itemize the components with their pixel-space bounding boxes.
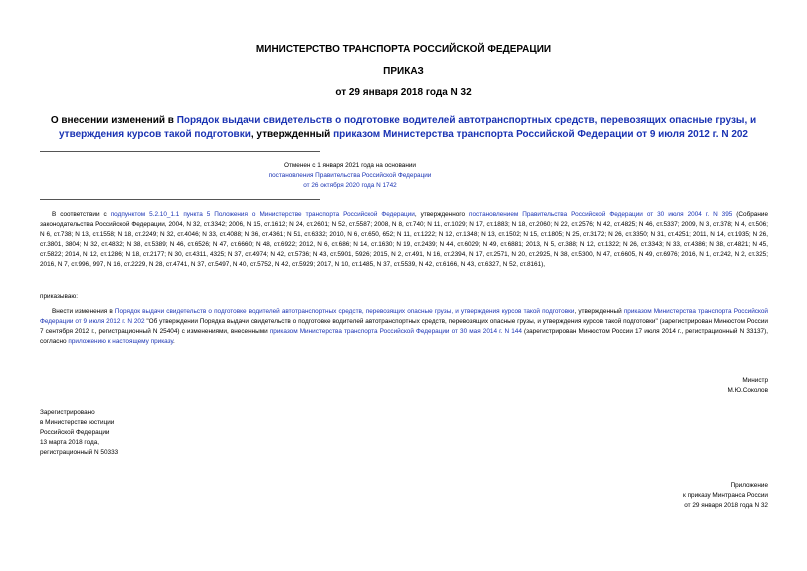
- registration-line: Российской Федерации: [40, 429, 110, 436]
- basis-text: , утвержденного: [414, 211, 470, 218]
- order-link-appendix[interactable]: приложению к настоящему приказу: [68, 338, 174, 345]
- order-text: (зарегистрирован Минюстом России 7 сентября 2012 г., регистрационный N 25404) с изменениями, внесенными: [40, 318, 768, 335]
- order-text: , утвержденный: [574, 308, 624, 315]
- basis-text: В соответствии с: [52, 211, 111, 218]
- basis-text: (Собрание законодательства Российской Федерации, 2004, N 32, ст.3342; 2006, N 15, ст.1612; N 24, ст.2601; N 52, ст.5587; 2008, N 8, ст.740; N 11, ст.1029; N 17, ст.1883; N 18, ст.2060; N 22, ст.2576; N 42, ст.4825; N 46, ст.5337; 2009, N 3, ст.378; N 4, ст.506; N 6, ст.738; N 13, ст.1558; N 18, ст.2249; N 32, ст.4046; N 33, ст.4088; N 36, ст.4361; N 51, ст.6332; 2010, N 6, ст.650, 652; N 11, ст.1222; N 12, ст.1348; N 13, ст.1502; N 15, ст.1805; N 25, ст.3172; N 26, ст.3350; N 31, ст.4251; 2011, N 14, ст.1935; N 26, ст.3801, 3804; N 32, ст.4832; N 38, ст.5389; N 46, ст.6526; N 47, ст.6660; N 48, ст.6922; 2012, N 6, ст.686; N 14, ст.1630; N 19, ст.2439; N 44, ст.6029; N 49, ст.6881; 2013, N 5, ст.388; N 12, ст.1322; N 26, ст.3343; N 33, ст.4386; N 38, ст.4821; N 45, ст.5822; 2014, N 12, ст.1286; N 18, ст.2177; N 30, ст.4311, 4325; N 37, ст.4974; N 42, ст.5736; N 43, ст.5901, 5926; 2015, N 2, ст.491, N 16, ст.2394, N 17, ст.2571, N 20, ст.2925, N 38, ст.5300, N 47, ст.6605, N 49, ст.6976; 2016, N 1, ст.242, N 2, ст.325; 2016, N 7, ст.996, 997, N 16, ст.2229, N 28, ст.4741, N 37, ст.5497, N 40, ст.5752, N 42, ст.5929; 2017, N 10, ст.1485, N 37, ст.5539, N 42, ст.6166, N 43, ст.6327, N 52, ст.8161),: [40, 211, 769, 268]
- registration-line: 13 марта 2018 года,: [40, 439, 100, 446]
- repeal-link-date[interactable]: от 26 октября 2020 года N 1742: [303, 182, 397, 189]
- repeal-line: Отменен с 1 января 2021 года на основании: [283, 162, 416, 169]
- basis-link-regulation[interactable]: подпунктом 5.2.10_1.1 пункта 5 Положения о Министерстве транспорта Российской Федерации: [110, 211, 415, 218]
- document-title: [30, 114, 777, 142]
- appendix-line: Приложение: [730, 482, 768, 489]
- order-link-procedure[interactable]: Порядок выдачи свидетельств о подготовке водителей автотранспортных средств, перевозящих опасные грузы, и утверждения курсов такой подготовки: [114, 308, 575, 315]
- ministry-heading: МИНИСТЕРСТВО ТРАНСПОРТА РОССИЙСКОЙ ФЕДЕРАЦИИ: [255, 44, 552, 55]
- repeal-link-resolution[interactable]: постановления Правительства Российской Федерации: [268, 172, 432, 179]
- registration-line: Зарегистрировано: [40, 409, 95, 416]
- order-link-144[interactable]: приказом Министерства транспорта Российской Федерации от 30 мая 2014 г. N 144: [269, 328, 522, 335]
- divider-top: [40, 151, 320, 152]
- appendix-block: [683, 481, 768, 511]
- doc-type-heading: ПРИКАЗ: [383, 66, 424, 77]
- repeal-note: [190, 161, 510, 191]
- signature-name: М.Ю.Соколов: [727, 387, 768, 394]
- registration-block: [40, 408, 118, 458]
- registration-line: регистрационный N 50333: [40, 449, 119, 456]
- title-link-procedure[interactable]: Порядок выдачи свидетельств о подготовке водителей автотранспортных средств, перевозящих опасные грузы, и утверждения курсов такой подготовки: [58, 115, 757, 140]
- order-text: "Об утверждении Порядка выдачи свидетельств о подготовке водителей автотранспортных средств, перевозящих опасные грузы, и утверждения курсов такой подготовки": [144, 318, 658, 325]
- doc-date-number: от 29 января 2018 года N 32: [335, 87, 472, 98]
- basis-paragraph: [40, 210, 768, 270]
- title-middle: , утвержденный: [250, 129, 334, 140]
- appendix-line: к приказу Минтранса России: [683, 492, 768, 499]
- signature-position: Министр: [742, 377, 768, 384]
- title-link-order[interactable]: приказом Министерства транспорта Российской Федерации от 9 июля 2012 г. N 202: [333, 129, 748, 140]
- title-prefix: О внесении изменений в: [50, 115, 177, 126]
- basis-link-resolution[interactable]: постановлением Правительства Российской Федерации от 30 июля 2004 г. N 395: [469, 211, 733, 218]
- registration-line: в Министерстве юстиции: [40, 419, 115, 426]
- order-text: .: [173, 338, 175, 345]
- appendix-line: от 29 января 2018 года N 32: [684, 502, 768, 509]
- order-link-202[interactable]: приказом Министерства транспорта Российской Федерации от 9 июля 2012 г. N 202: [40, 308, 768, 325]
- order-text: Внести изменения в: [52, 308, 115, 315]
- order-paragraph: [40, 307, 768, 347]
- order-word: приказываю:: [40, 293, 78, 300]
- order-text: (зарегистрирован Минюстом России 17 июля 2014 г., регистрационный N 33137), согласно: [40, 328, 768, 345]
- signature-block: [727, 376, 768, 396]
- divider-bottom: [40, 199, 320, 200]
